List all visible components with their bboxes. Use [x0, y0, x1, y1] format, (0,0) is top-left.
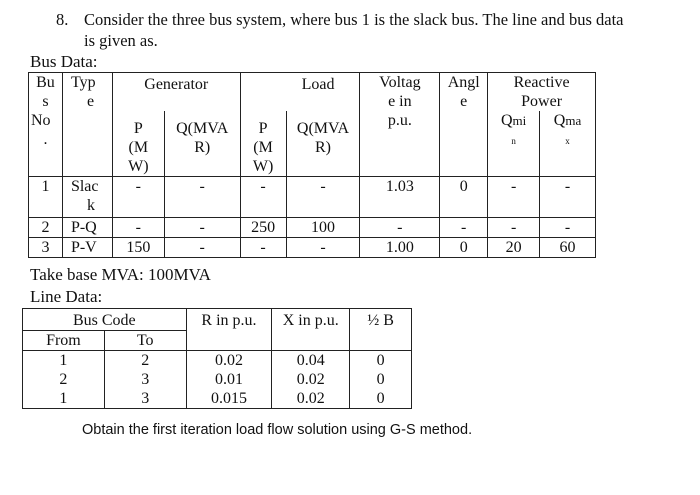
- bus-no-header: Bu s No .: [29, 73, 63, 177]
- question-line-2: is given as.: [84, 31, 158, 50]
- question-line-1: Consider the three bus system, where bus 1 is the slack bus. The line and bus data: [84, 10, 624, 29]
- load-p-header: P (M W): [240, 111, 286, 177]
- line-data-table: [22, 308, 412, 409]
- voltage-header: Voltag e in p.u.: [360, 73, 440, 177]
- load-header: Load: [240, 73, 360, 112]
- table-row: 3 P-V 150 - - - 1.00 0 20 60: [29, 238, 596, 258]
- table-row: 1 Slac k - - - - 1.03 0 - -: [29, 177, 596, 218]
- qmax-header: Qma x: [540, 111, 596, 177]
- table-row: 1 3 0.015 0.02 0: [23, 389, 412, 409]
- table-row: 2 P-Q - - 250 100 - - - -: [29, 218, 596, 238]
- reactive-power-header: Reactive Power: [488, 73, 596, 112]
- half-b-header: ½ B: [350, 309, 412, 351]
- gen-p-header: P (M W): [112, 111, 164, 177]
- angle-header: Angl e: [440, 73, 488, 177]
- base-mva-text: Take base MVA: 100MVA: [30, 265, 211, 284]
- question-number: 8.: [56, 10, 69, 29]
- bus-data-table: [28, 72, 596, 258]
- load-q-header: Q(MVA R): [286, 111, 360, 177]
- from-header: From: [23, 331, 105, 351]
- table-row: 1 2 0.02 0.04 0: [23, 351, 412, 371]
- to-header: To: [104, 331, 186, 351]
- line-data-label: Line Data:: [30, 287, 103, 306]
- table-row: 2 3 0.01 0.02 0: [23, 370, 412, 389]
- generator-header: Generator: [112, 73, 240, 112]
- r-header: R in p.u.: [186, 309, 272, 351]
- bus-code-header: Bus Code: [23, 309, 187, 331]
- qmin-header: Qmi n: [488, 111, 540, 177]
- x-header: X in p.u.: [272, 309, 350, 351]
- type-header: Typ e: [62, 73, 112, 177]
- bus-data-label: Bus Data:: [30, 52, 98, 71]
- footer-instruction: Obtain the first iteration load flow solution using G-S method.: [82, 422, 473, 438]
- gen-q-header: Q(MVA R): [164, 111, 240, 177]
